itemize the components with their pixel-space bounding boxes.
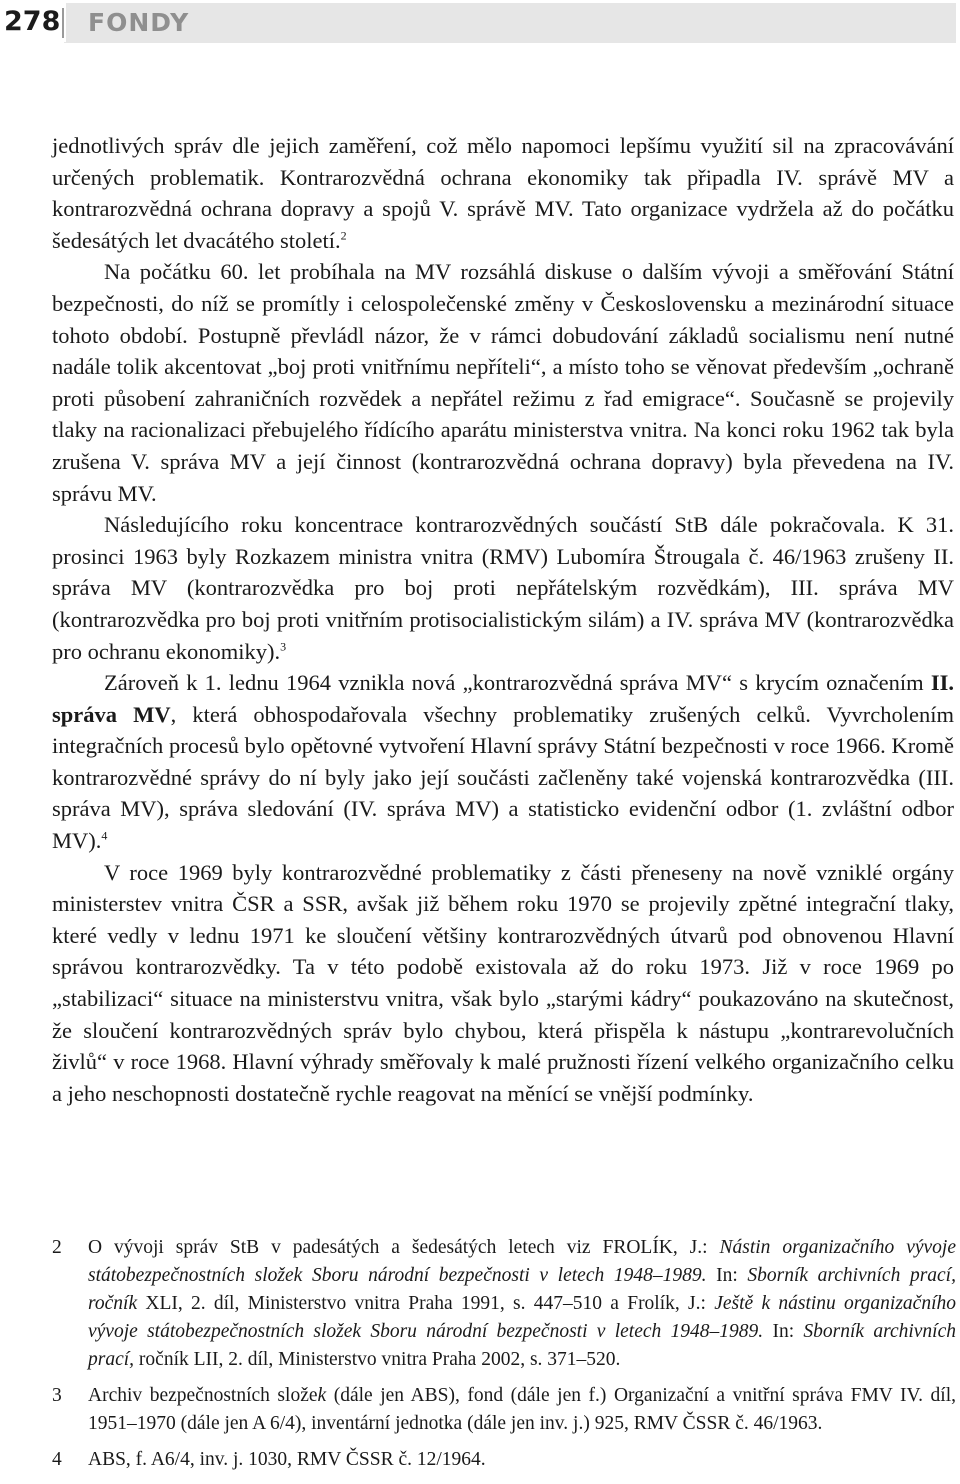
footnote-text: O vývoji správ StB v padesátých a šedesátých letech viz FROLÍK, J.: Nástin organizačního vývoje státobezpečnostních složek Sboru národní bezpečnosti v letech 1948–1989. In: Sborník archivních prací, ročník XLI, 2. díl, Ministerstvo vnitra Praha 1991, s. 447–510 a Frolík, J.: Ještě k nástinu organizačního vývoje státobezpečnostních složek Sboru národní bezpečnosti v letech 1948–1989. In: Sborník archivních prací, ročník LII, 2. díl, Ministerstvo vnitra Praha 2002, s. 371–520. [88,1237,957,1370]
paragraph-3: Následujícího roku koncentrace kontrarozvědných součástí StB dále pokračovala. K 31. prosinci 1963 byly Rozkazem ministra vnitra (RMV) Lubomíra Štrougala č. 46/1963 zrušeny II. správa MV (kontrarozvědka pro boj proti nepřátelským rozvědkám), III. správa MV (kontrarozvědka pro boj proti vnitřním protisocialistickým silám) a IV. správa MV (kontrarozvědka pro ochranu ekonomiky).$^3$ [52,512,954,664]
footnote-ref-3: 3 [280,639,287,653]
footnote-number: 4 [52,1449,62,1470]
paragraph-5: V roce 1969 byly kontrarozvědné problematiky z části přeneseny na nově vzniklé orgány ministerstev vnitra ČSR a SSR, avšak již během roku 1970 se projevily zpětné integrační tlaky, které vedly v lednu 1971 ke sloučení většiny kontrarozvědných útvarů pod obnovenou Hlavní správou kontrarozvědky. Ta v této podobě existovala až do roku 1973. Již v roce 1969 po „stabilizaci“ situace na ministerstvu vnitra, však bylo „starými kádry“ poukazováno na skutečnost, že sloučení kontrarozvědných správ bylo chybou, která přispěla k nástupu „kontrarevolučních živlů“ v roce 1968. Hlavní výhrady směřovaly k malé pružnosti řízení velkého organizačního celku a jeho neschopnosti dostatečně rychle reagovat na měnící se vnější podmínky. [52,859,954,1106]
section-title: FONDY [88,8,190,37]
footnote-2 [52,1234,956,1374]
paragraph-2: Na počátku 60. let probíhala na MV rozsáhlá diskuse o dalším vývoji a směřování Státní bezpečnosti, do níž se promítly i celospolečenské změny v Československu a mezinárodní situace tohoto období. Postupně převládl názor, že v rámci dobudování základů socialismu není nutné nadále tolik akcentovat „boj proti vnitřnímu nepříteli“, a místo toho se věnovat především „ochraně proti působení zahraničních rozvědek a nepřátel režimu z řad emigrace“. Současně se projevily tlaky na racionalizaci přebujelého řídícího aparátu ministerstva vnitra. Na konci roku 1962 tak byla zrušena V. správa MV a její činnost (kontrarozvědná ochrana dopravy) byla převedena na IV. správu MV. [52,259,954,506]
bold-term: II. správa MV [52,670,954,727]
footnote-number: 2 [52,1237,62,1258]
footnote-4 [52,1446,956,1474]
header-divider [62,8,64,38]
page-number: 278 [0,0,66,42]
footnote-number: 3 [52,1385,62,1406]
footnote-3 [52,1382,956,1438]
paragraph-4: Zároveň k 1. lednu 1964 vznikla nová „kontrarozvědná správa MV“ s krycím označením II. správa MV, která obhospodařovala všechny problematiky zrušených celků. Vyvrcholením integračních procesů bylo opětovné vytvoření Hlavní správy Státní bezpečnosti v roce 1966. Kromě kontrarozvědné správy do ní byly jako její součásti začleněny také vojenská kontrarozvědka (III. správa MV), správa sledování (IV. správa MV) a statisticko evidenční odbor (1. zvláštní odbor MV).$^4$ [52,670,954,854]
footnote-ref-4: 4 [101,828,108,843]
body-text [52,130,954,1109]
footnote-text: ABS, f. A6/4, inv. j. 1030, RMV ČSSR č. 12/1964. [88,1449,486,1470]
header-bar [64,3,956,43]
page-header [0,0,960,44]
footnote-ref-2: 2 [340,228,347,243]
footnote-text: Archiv bezpečnostních složek (dále jen ABS), fond (dále jen f.) Organizační a vnitřní správa FMV IV. díl, 1951–1970 (dále jen A 6/4), inventární jednotka (dále jen inv. j.) 925, RMV ČSSR č. 46/1963. [88,1385,956,1434]
paragraph-1: jednotlivých správ dle jejich zaměření, což mělo napomoci lepšímu využití sil na zpracovávání určených problematik. Kontrarozvědná ochrana ekonomiky tak připadla IV. správě MV a kontrarozvědná ochrana dopravy a spojů V. správě MV. Tato organizace vydržela až do počátku šedesátých let dvacátého století.$^2$ [52,133,954,253]
footnotes [52,1234,956,1482]
